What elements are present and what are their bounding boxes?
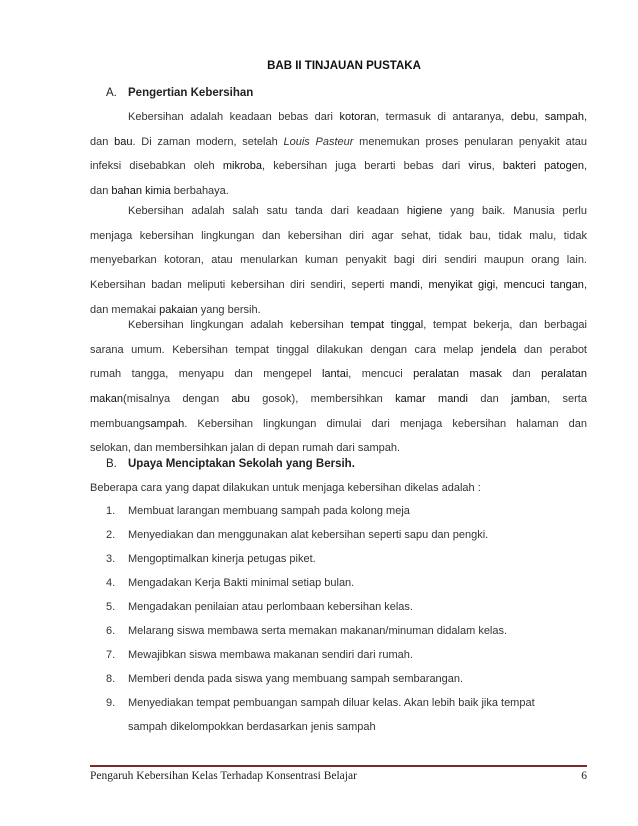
link-tempat-tinggal: tempat tinggal [350,319,424,331]
p1-line-3: infeksi disebabkan oleh mikroba, kebersihan juga berarti bebas dari virus, bakteri patogen, [90,160,587,173]
p1-line-2: dan bau. Di zaman modern, setelah Louis Pasteur menemukan proses penularan penyakit atau [90,135,587,148]
page-footer [90,770,587,782]
link-lantai: lantai [321,368,349,381]
link-sampah: sampah [544,111,584,123]
section-a-letter: A. [106,87,117,99]
link-menyikat-gigi: menyikat gigi [428,279,496,292]
link-virus: virus [468,160,492,173]
footer-title: Pengaruh Kebersihan Kelas Terhadap Konsentrasi Belajar [90,770,357,782]
paragraph-2 [90,199,587,322]
p3-line-2: sarana umum. Kebersihan tempat tinggal dilakukan dengan cara melap jendela dan perabot [90,343,587,356]
list-intro: Beberapa cara yang dapat dilakukan untuk menjaga kebersihan dikelas adalah : [90,482,481,494]
link-jamban: jamban [511,393,548,406]
section-b-letter: B. [106,458,117,470]
p2-line-1: Kebersihan adalah salah satu tanda dari keadaan higiene yang baik. Manusia perlu [128,205,587,217]
list-item: 6. Melarang siswa membawa serta memakan makanan/minuman didalam kelas. [106,625,508,637]
link-mandi: mandi [389,279,420,292]
link-kamar: kamar [395,393,426,406]
section-a-heading [106,87,253,99]
p1-line-4: dan bahan kimia berbahaya. [90,185,229,198]
p2-line-2: menjaga kebersihan lingkungan dan kebersihan diri agar sehat, tidak bau, tidak malu, tidak [90,229,587,242]
list-item: 7. Mewajibkan siswa membawa makanan sendiri dari rumah. [106,649,413,661]
link-peralatan-makan: peralatan [541,368,587,381]
p1-line-1: Kebersihan adalah keadaan bebas dari kotoran, termasuk di antaranya, debu, sampah, [128,111,587,123]
page-number: 6 [581,770,587,782]
link-masak: masak [469,368,502,381]
link-bahan-kimia: bahan kimia [111,185,171,198]
p2-line-3: menyebarkan kotoran, atau menularkan kuman penyakit bagi diri sendiri maupun orang lain. [90,254,587,267]
footer-divider [90,765,587,767]
list-item: 4. Mengadakan Kerja Bakti minimal setiap bulan. [106,577,355,589]
link-jendela: jendela [480,343,517,356]
list-item: 1. Membuat larangan membuang sampah pada kolong meja [106,505,410,517]
list-item: 3. Mengoptimalkan kinerja petugas piket. [106,553,316,565]
link-bau: bau [114,135,133,148]
name-louis-pasteur: Louis Pasteur [283,135,354,148]
section-b-title: Upaya Menciptakan Sekolah yang Bersih. [128,458,355,470]
p3-line-6: selokan, dan membersihkan jalan di depan rumah dari sampah. [90,442,401,455]
link-mencuci-tangan: mencuci tangan [503,279,584,292]
link-debu: debu [510,111,536,123]
list-item: 5. Mengadakan penilaian atau perlombaan kebersihan kelas. [106,601,413,613]
p3-line-4: makan(misalnya dengan abu gosok), membersihkan kamar mandi dan jamban, serta [90,393,587,406]
section-b-heading [106,458,355,470]
link-mikroba: mikroba [222,160,262,173]
list-item: 2. Menyediakan dan menggunakan alat kebersihan seperti sapu dan pengki. [106,529,489,541]
list-item: 8. Memberi denda pada siswa yang membuang sampah sembarangan. [106,673,464,685]
link-abu: abu [231,393,250,406]
link-kamar-mandi: mandi [438,393,468,406]
p3-line-3: rumah tangga, menyapu dan mengepel lantai, mencuci peralatan masak dan peralatan [90,368,587,381]
link-patogen: patogen [544,160,584,173]
chapter-title: BAB II TINJAUAN PUSTAKA [267,60,421,72]
list-item: 9. Menyediakan tempat pembuangan sampah diluar kelas. Akan lebih baik jika tempat [106,697,535,709]
link-peralatan: peralatan [413,368,460,381]
section-a-title: Pengertian Kebersihan [128,87,254,99]
link-bakteri: bakteri [502,160,536,173]
paragraph-3 [90,313,587,461]
p2-line-4: Kebersihan badan meliputi kebersihan diri sendiri, seperti mandi, menyikat gigi, mencuci tangan, [90,279,587,292]
p3-line-5: membuangsampah. Kebersihan lingkungan dimulai dari menjaga kebersihan halaman dan [90,417,587,430]
p2-line-5: dan memakai pakaian yang bersih. [90,303,261,316]
link-higiene: higiene [406,205,443,217]
link-pakaian: pakaian [159,303,198,316]
p3-line-1: Kebersihan lingkungan adalah kebersihan tempat tinggal, tempat bekerja, dan berbagai [128,319,587,331]
link-sampah-2: sampah [145,417,185,430]
list-item-continuation: sampah dikelompokkan berdasarkan jenis sampah [128,721,376,733]
paragraph-1 [90,105,587,204]
link-kotoran: kotoran [339,111,377,123]
